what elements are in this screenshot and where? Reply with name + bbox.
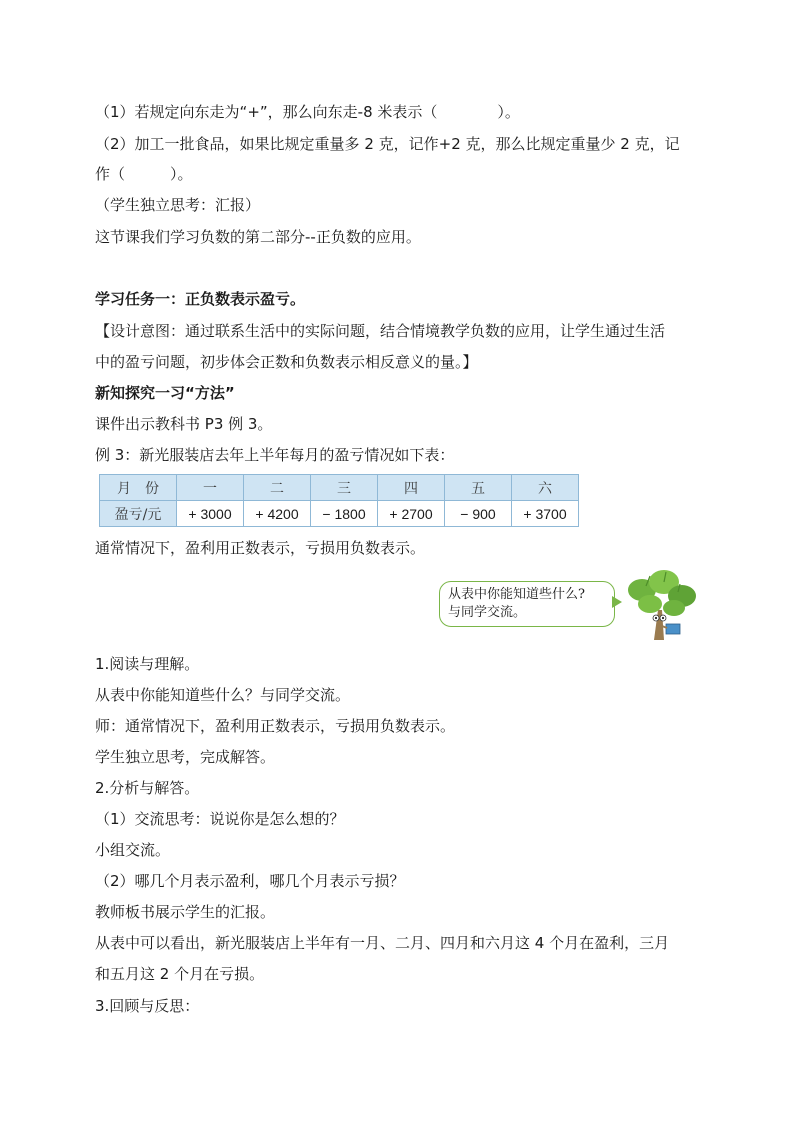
month-cell: 三 [311, 475, 378, 501]
profit-loss-table [99, 474, 579, 527]
step-2-text-b: 小组交流。 [95, 841, 171, 859]
step-1-text-c: 学生独立思考，完成解答。 [95, 748, 276, 766]
question-2: （2）加工一批食品，如果比规定重量多 2 克，记作+2 克，那么比规定重量少 2 克，记 [95, 135, 680, 153]
value-cell: + 3700 [512, 501, 579, 527]
header-month-label: 月 份 [100, 475, 177, 501]
value-cell: − 900 [445, 501, 512, 527]
sign-convention: 通常情况下，盈利用正数表示，亏损用负数表示。 [95, 539, 426, 557]
bubble-line-2: 与同学交流。 [448, 605, 527, 620]
month-cell: 二 [244, 475, 311, 501]
lesson-intro: 这节课我们学习负数的第二部分--正负数的应用。 [95, 228, 421, 246]
row-label-profit-loss: 盈亏/元 [100, 501, 177, 527]
design-intent-line1: 【设计意图：通过联系生活中的实际问题，结合情境教学负数的应用，让学生通过生活 [95, 322, 666, 340]
explore-heading: 新知探究一习“方法” [95, 384, 235, 402]
step-2-text-f: 和五月这 2 个月在亏损。 [95, 965, 265, 983]
example-3: 例 3：新光服装店去年上半年每月的盈亏情况如下表： [95, 446, 455, 464]
tree-mascot-icon [620, 568, 700, 644]
value-cell: + 2700 [378, 501, 445, 527]
step-1-heading: 1.阅读与理解。 [95, 655, 200, 673]
month-cell: 五 [445, 475, 512, 501]
courseware-note: 课件出示教科书 P3 例 3。 [95, 415, 273, 433]
month-cell: 一 [177, 475, 244, 501]
step-2-heading: 2.分析与解答。 [95, 779, 200, 797]
value-cell: − 1800 [311, 501, 378, 527]
step-1-text-a: 从表中你能知道些什么？与同学交流。 [95, 686, 351, 704]
step-1-text-b: 师：通常情况下，盈利用正数表示，亏损用负数表示。 [95, 717, 456, 735]
student-think: （学生独立思考：汇报） [95, 196, 261, 214]
step-2-text-a: （1）交流思考：说说你是怎么想的？ [95, 810, 345, 828]
step-2-text-d: 教师板书展示学生的汇报。 [95, 903, 276, 921]
month-cell: 六 [512, 475, 579, 501]
table-row [100, 475, 579, 501]
question-2-cont: 作（ ）。 [95, 165, 193, 183]
speech-bubble [439, 581, 615, 627]
step-2-text-e: 从表中可以看出，新光服装店上半年有一月、二月、四月和六月这 4 个月在盈利，三月 [95, 934, 670, 952]
question-1: （1）若规定向东走为“+”，那么向东走-8 米表示（ ）。 [95, 103, 520, 121]
value-cell: + 3000 [177, 501, 244, 527]
step-3-heading: 3.回顾与反思： [95, 997, 200, 1015]
task-1-heading: 学习任务一：正负数表示盈亏。 [95, 290, 306, 308]
step-2-text-c: （2）哪几个月表示盈利，哪几个月表示亏损？ [95, 872, 405, 890]
bubble-line-1: 从表中你能知道些什么? [448, 587, 585, 602]
design-intent-line2: 中的盈亏问题，初步体会正数和负数表示相反意义的量。】 [95, 353, 478, 371]
table-row [100, 501, 579, 527]
month-cell: 四 [378, 475, 445, 501]
value-cell: + 4200 [244, 501, 311, 527]
